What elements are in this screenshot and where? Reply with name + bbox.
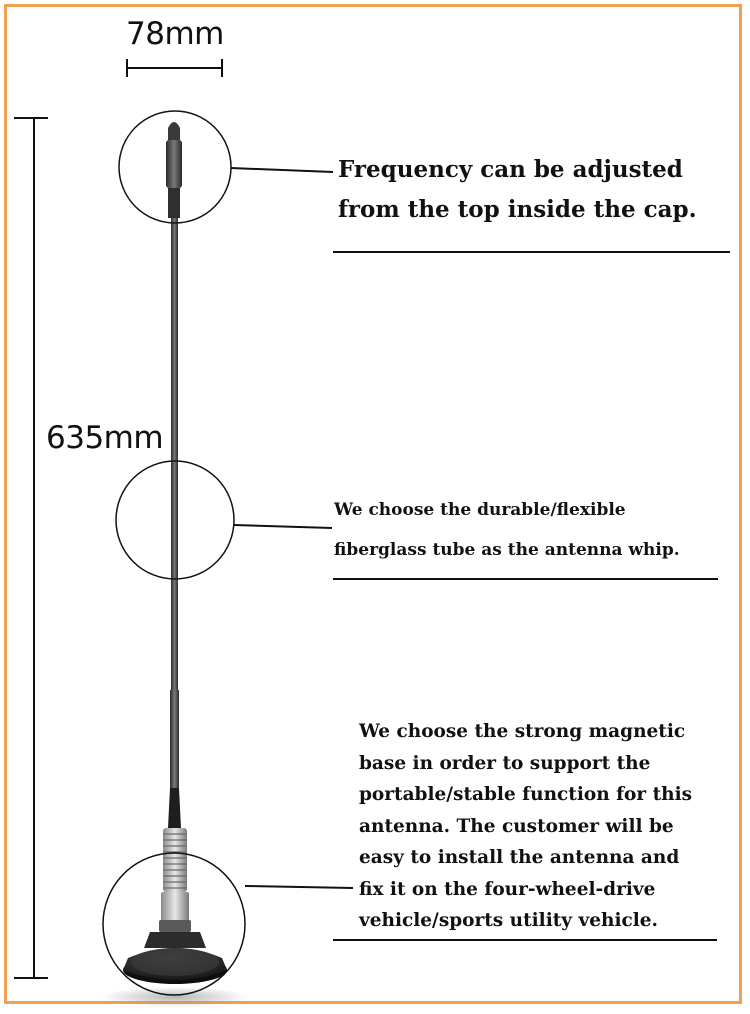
callout-bottom-line: vehicle/sports utility vehicle.: [359, 910, 658, 931]
callout-bottom-line: fix it on the four-wheel-drive: [359, 878, 656, 900]
callout-middle-line: We choose the durable/flexible: [334, 500, 626, 520]
callout-circle-middle: [116, 461, 332, 579]
callout-text-middle: [334, 490, 734, 570]
width-dimension-marker: [127, 59, 222, 77]
width-label: 78mm: [126, 16, 224, 52]
callout-bottom-line: base in order to support the: [359, 752, 651, 774]
magnetic-base: [100, 932, 250, 1007]
height-dimension-marker: [14, 118, 48, 978]
callout-text-bottom: [359, 716, 739, 937]
antenna-spring: [159, 828, 191, 932]
callout-top-line: from the top inside the cap.: [338, 196, 697, 223]
callout-text-top: [338, 150, 738, 230]
callout-bottom-line: portable/stable function for this: [359, 784, 693, 805]
callout-top-line: Frequency can be adjusted: [338, 156, 683, 183]
callout-bottom-line: We choose the strong magnetic: [359, 721, 686, 742]
height-label: 635mm: [46, 420, 164, 456]
callout-circle-top: [119, 111, 333, 223]
antenna-whip: [168, 188, 181, 828]
antenna-tip-cap: [166, 122, 182, 218]
callout-bottom-line: easy to install the antenna and: [359, 847, 680, 868]
callout-middle-line: fiberglass tube as the antenna whip.: [334, 540, 680, 560]
callout-bottom-line: antenna. The customer will be: [359, 815, 674, 837]
